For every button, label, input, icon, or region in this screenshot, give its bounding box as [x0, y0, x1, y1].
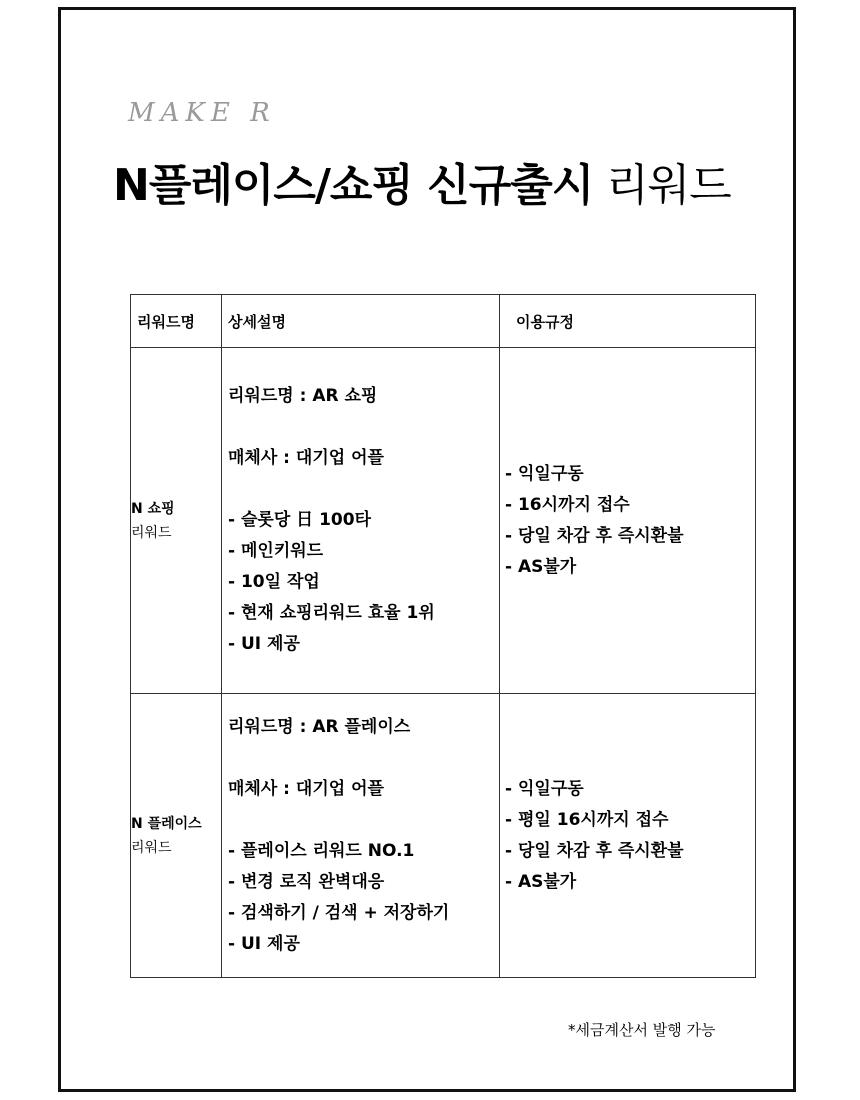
brand-logo: MAKE R: [128, 98, 276, 128]
table-header-row: [131, 295, 756, 348]
reward-name-text: 리워드명 : AR 쇼핑: [228, 386, 378, 406]
rule-item: - 평일 16시까지 접수: [505, 809, 669, 830]
rule-item: - 익일구동: [505, 463, 584, 484]
row-name-line2: 리워드: [131, 524, 172, 541]
header-usage-rules: 이용규정: [500, 295, 756, 348]
rule-item: - AS불가: [505, 871, 577, 892]
rule-item: - 16시까지 접수: [505, 494, 630, 515]
reward-name-text: 리워드명 : AR 플레이스: [228, 716, 411, 737]
reward-table: [130, 294, 756, 978]
rule-item: - 익일구동: [505, 778, 584, 799]
table-row-place: [131, 694, 756, 978]
rules-cell: [500, 348, 756, 694]
rule-item: - 당일 차감 후 즉시환불: [505, 525, 684, 546]
feature-item: - 변경 로직 완벽대응: [228, 871, 385, 892]
tax-invoice-note: *세금계산서 발행 가능: [568, 1021, 716, 1039]
title-part-new-release: 신규출시: [427, 160, 594, 211]
row-name-cell: [131, 348, 222, 694]
description-cell: [222, 694, 500, 978]
feature-item: - 슬롯당 日 100타: [228, 510, 371, 530]
header-reward-name: 리워드명: [131, 295, 222, 348]
row-name-cell: [131, 694, 222, 978]
feature-item: - 10일 작업: [228, 572, 320, 592]
feature-item: - UI 제공: [228, 634, 300, 654]
feature-item: - 검색하기 / 검색 + 저장하기: [228, 902, 450, 923]
rule-item: - AS불가: [505, 556, 577, 577]
feature-item: - 플레이스 리워드 NO.1: [228, 840, 415, 861]
page-title: [113, 158, 731, 214]
rules-cell: [500, 694, 756, 978]
header-description: 상세설명: [222, 295, 500, 348]
feature-item: - UI 제공: [228, 933, 300, 954]
title-part-service: N플레이스/쇼핑: [113, 160, 428, 211]
media-text: 매체사 : 대기업 어플: [228, 778, 384, 799]
description-cell: [222, 348, 500, 694]
row-name-line1: N 쇼핑: [131, 500, 175, 517]
media-text: 매체사 : 대기업 어플: [228, 448, 384, 468]
table-row-shopping: [131, 348, 756, 694]
feature-item: - 메인키워드: [228, 541, 324, 561]
feature-item: - 현재 쇼핑리워드 효율 1위: [228, 603, 435, 623]
row-name-line2: 리워드: [131, 839, 172, 856]
title-part-reward: 리워드: [593, 160, 731, 211]
rule-item: - 당일 차감 후 즉시환불: [505, 840, 684, 861]
row-name-line1: N 플레이스: [131, 815, 202, 832]
